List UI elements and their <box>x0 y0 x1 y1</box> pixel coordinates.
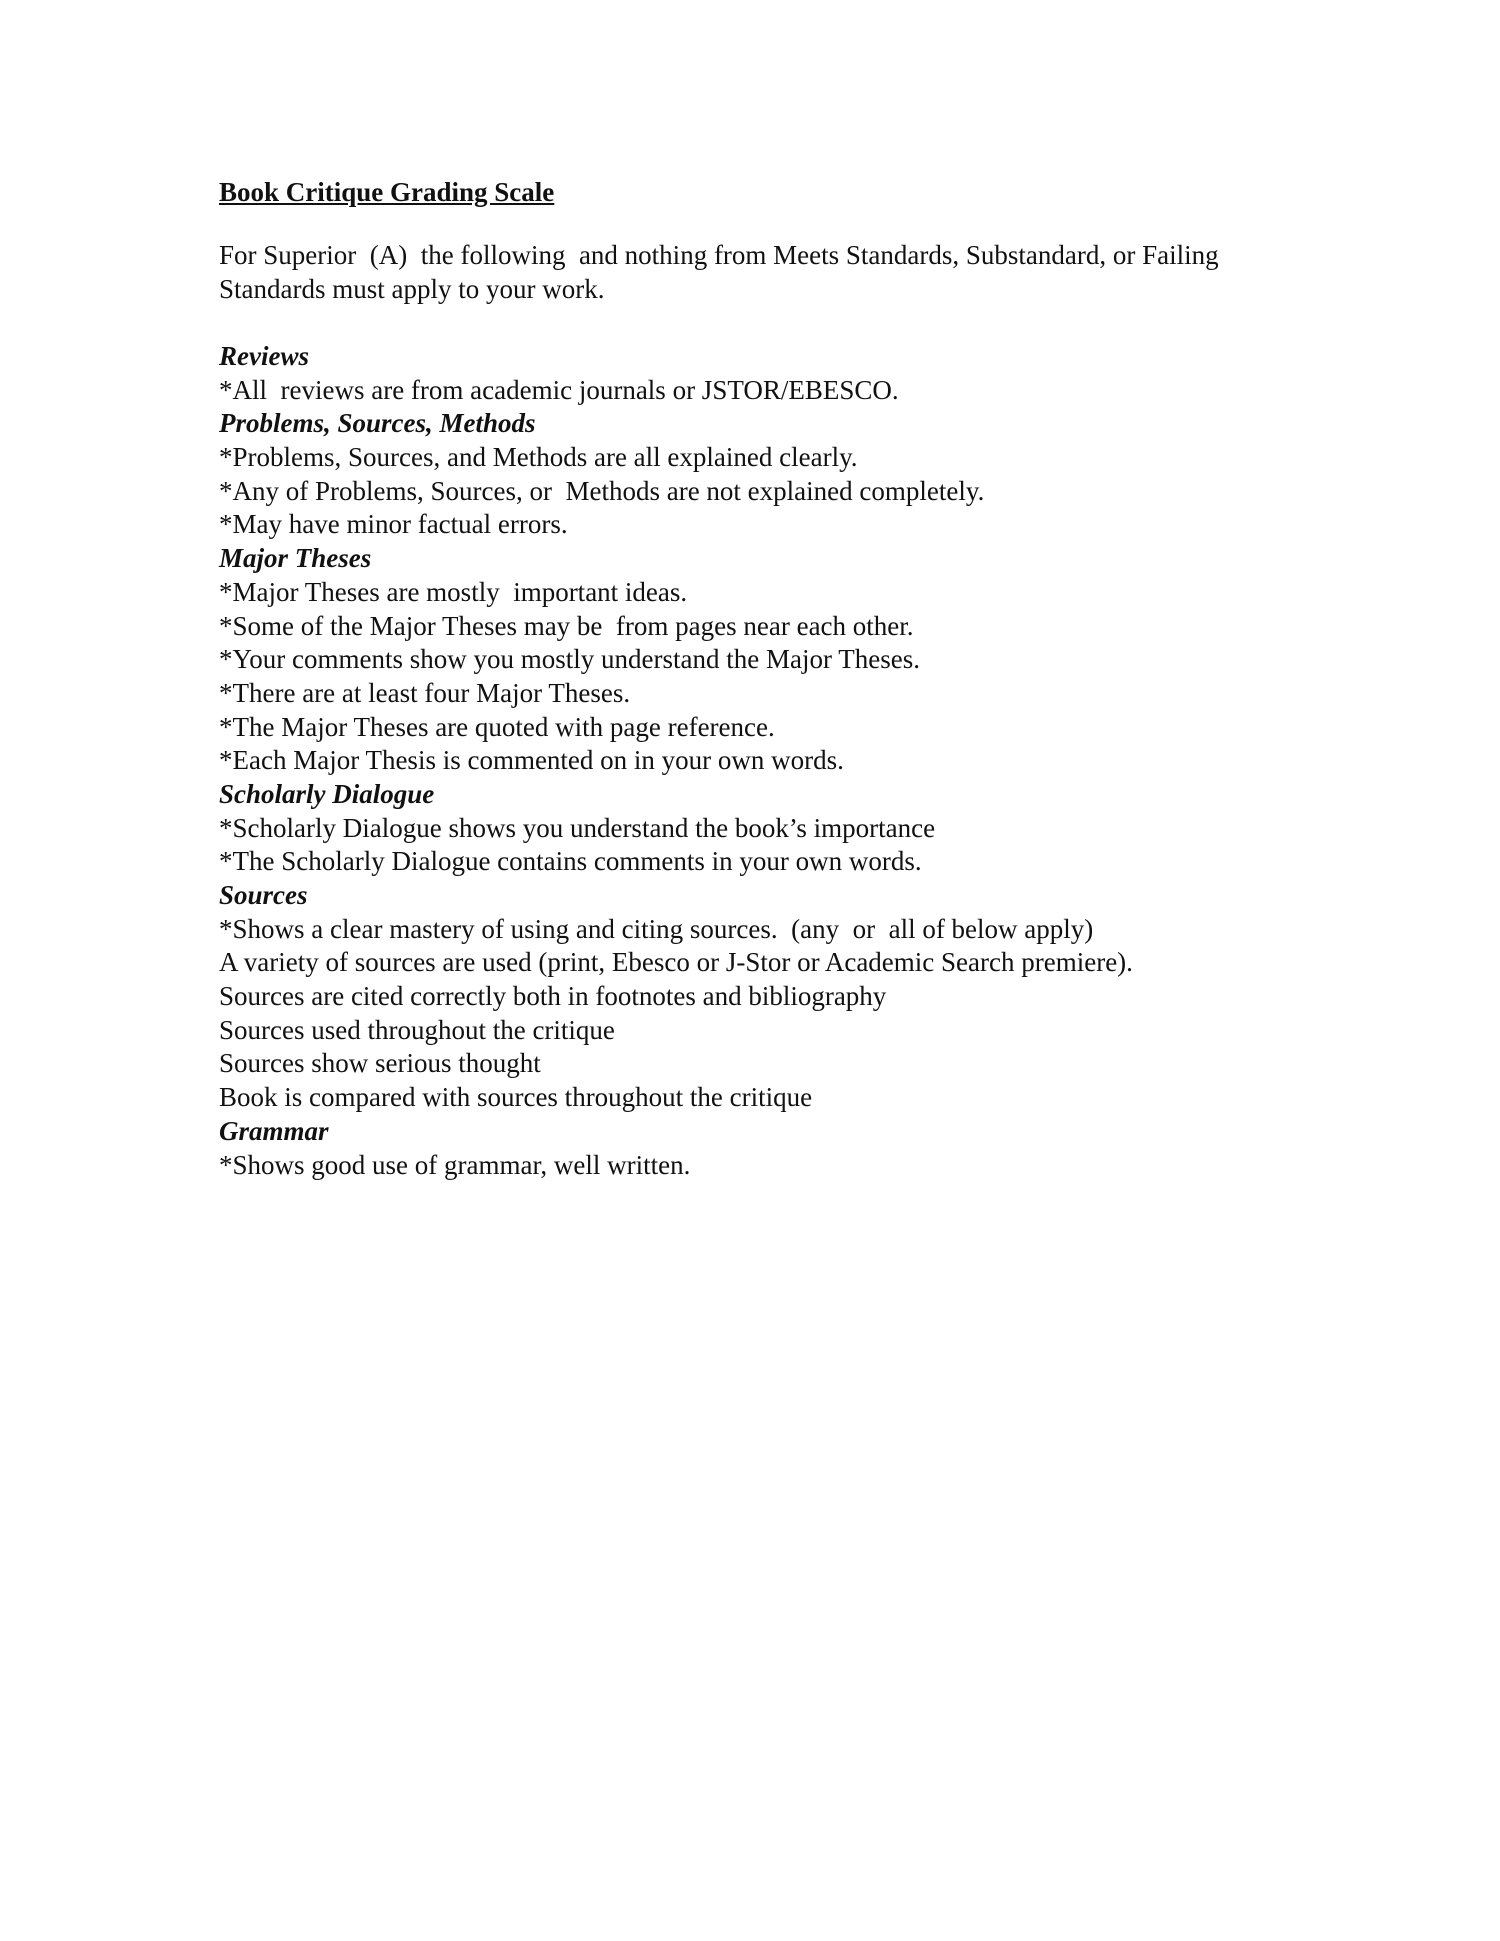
section-heading-grammar: Grammar <box>219 1115 329 1146</box>
criterion-line: *Some of the Major Theses may be from pages near each other. <box>219 610 914 641</box>
criterion-line: Sources are cited correctly both in footnotes and bibliography <box>219 981 887 1012</box>
criterion-line: Sources show serious thought <box>219 1048 541 1079</box>
criterion-line: *Problems, Sources, and Methods are all explained clearly. <box>219 442 858 473</box>
criterion-line: Sources used throughout the critique <box>219 1014 615 1045</box>
section-heading-major-theses: Major Theses <box>219 543 372 574</box>
criterion-line: *The Scholarly Dialogue contains comments in your own words. <box>219 846 922 877</box>
criterion-line: A variety of sources are used (print, Ebesco or J-Stor or Academic Search premiere). <box>219 947 1133 978</box>
criterion-line: *May have minor factual errors. <box>219 509 568 540</box>
section-heading-sources: Sources <box>219 880 308 910</box>
criterion-line: *The Major Theses are quoted with page reference. <box>219 711 775 742</box>
criterion-line: *Scholarly Dialogue shows you understand the book’s importance <box>219 812 936 843</box>
criterion-line: *There are at least four Major Theses. <box>219 677 631 708</box>
section-heading-problems-sources-methods: Problems, Sources, Methods <box>219 408 536 439</box>
criterion-line: Book is compared with sources throughout the critique <box>219 1082 813 1113</box>
criteria-sections <box>219 340 1319 1182</box>
document-title: Book Critique Grading Scale <box>219 177 555 207</box>
criterion-line: *Shows good use of grammar, well written. <box>219 1149 691 1180</box>
section-heading-reviews: Reviews <box>219 341 309 371</box>
section-heading-scholarly-dialogue: Scholarly Dialogue <box>219 778 435 809</box>
intro-line: Standards must apply to your work. <box>219 274 605 304</box>
criterion-line: *Your comments show you mostly understand the Major Theses. <box>219 644 920 675</box>
criterion-line: *All reviews are from academic journals or JSTOR/EBESCO. <box>219 374 899 405</box>
criterion-line: *Major Theses are mostly important ideas. <box>219 576 688 607</box>
intro-paragraph <box>219 238 1319 306</box>
document-page <box>219 175 1319 1182</box>
intro-line: For Superior (A) the following and nothing from Meets Standards, Substandard, or Failing <box>219 240 1219 270</box>
criterion-line: *Any of Problems, Sources, or Methods are not explained completely. <box>219 475 985 506</box>
criterion-line: *Each Major Thesis is commented on in your own words. <box>219 745 844 776</box>
criterion-line: *Shows a clear mastery of using and citing sources. (any or all of below apply) <box>219 913 1094 944</box>
